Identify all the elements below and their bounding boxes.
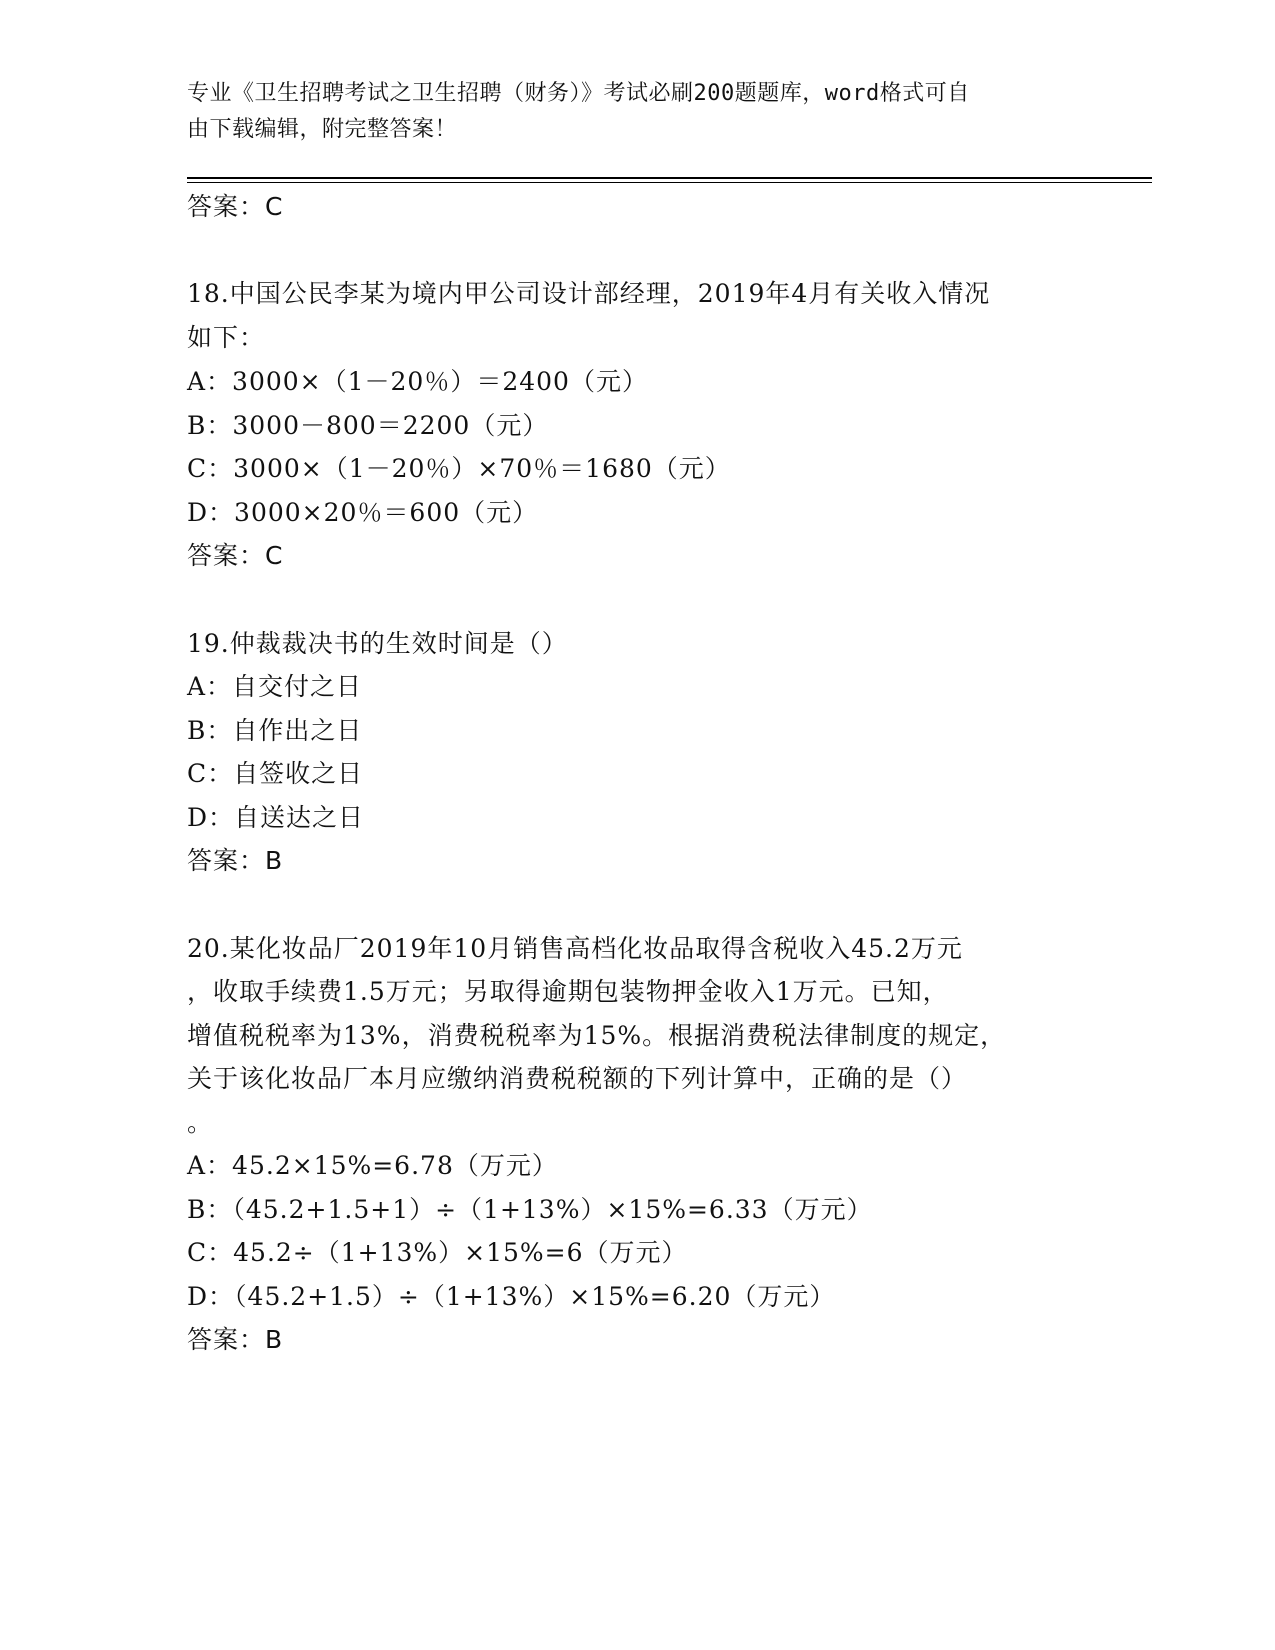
question-19-stem-line-1: 19.仲裁裁决书的生效时间是（）	[187, 629, 568, 658]
question-18-stem-line-1: 18.中国公民李某为境内甲公司设计部经理，2019年4月有关收入情况	[187, 279, 991, 308]
question-20-option-b: B：（45.2+1.5+1）÷（1+13%）×15%=6.33（万元）	[187, 1195, 873, 1224]
question-20-stem-line-3: 增值税税率为13%，消费税税率为15%。根据消费税法律制度的规定，	[187, 1021, 1007, 1050]
question-19-option-d: D：自送达之日	[187, 803, 365, 832]
question-19-option-b: B：自作出之日	[187, 716, 363, 745]
question-20-stem-line-5: 。	[187, 1108, 214, 1137]
header-divider-thin	[187, 182, 1152, 183]
question-20-option-c: C：45.2÷（1+13%）×15%=6（万元）	[187, 1238, 688, 1267]
question-19-answer: 答案：B	[187, 846, 284, 875]
question-18-option-c: C：3000×（1－20％）×70％＝1680（元）	[187, 454, 731, 483]
question-18-stem-line-2: 如下：	[187, 323, 266, 352]
header-line-1: 专业《卫生招聘考试之卫生招聘（财务）》考试必刷200题题库，word格式可自	[187, 81, 970, 106]
question-20-stem-line-2: ，收取手续费1.5万元；另取得逾期包装物押金收入1万元。已知，	[187, 977, 949, 1006]
question-20-stem-line-4: 关于该化妆品厂本月应缴纳消费税税额的下列计算中，正确的是（）	[187, 1064, 968, 1093]
question-20-option-a: A：45.2×15%=6.78（万元）	[187, 1151, 558, 1180]
question-19-option-c: C：自签收之日	[187, 759, 364, 788]
question-18-option-a: A：3000×（1－20％）＝2400（元）	[187, 367, 648, 396]
previous-answer: 答案：C	[187, 192, 284, 221]
header-line-2: 由下载编辑，附完整答案！	[187, 117, 458, 142]
question-18-option-d: D：3000×20％＝600（元）	[187, 498, 539, 527]
question-20-answer: 答案：B	[187, 1325, 284, 1354]
question-18-option-b: B：3000－800＝2200（元）	[187, 411, 549, 440]
question-19-option-a: A：自交付之日	[187, 672, 363, 701]
question-20-stem-line-1: 20.某化妆品厂2019年10月销售高档化妆品取得含税收入45.2万元	[187, 934, 963, 963]
document-header	[187, 76, 1067, 148]
header-divider	[187, 177, 1152, 179]
question-20-option-d: D：（45.2+1.5）÷（1+13%）×15%=6.20（万元）	[187, 1282, 836, 1311]
question-18-answer: 答案：C	[187, 541, 284, 570]
